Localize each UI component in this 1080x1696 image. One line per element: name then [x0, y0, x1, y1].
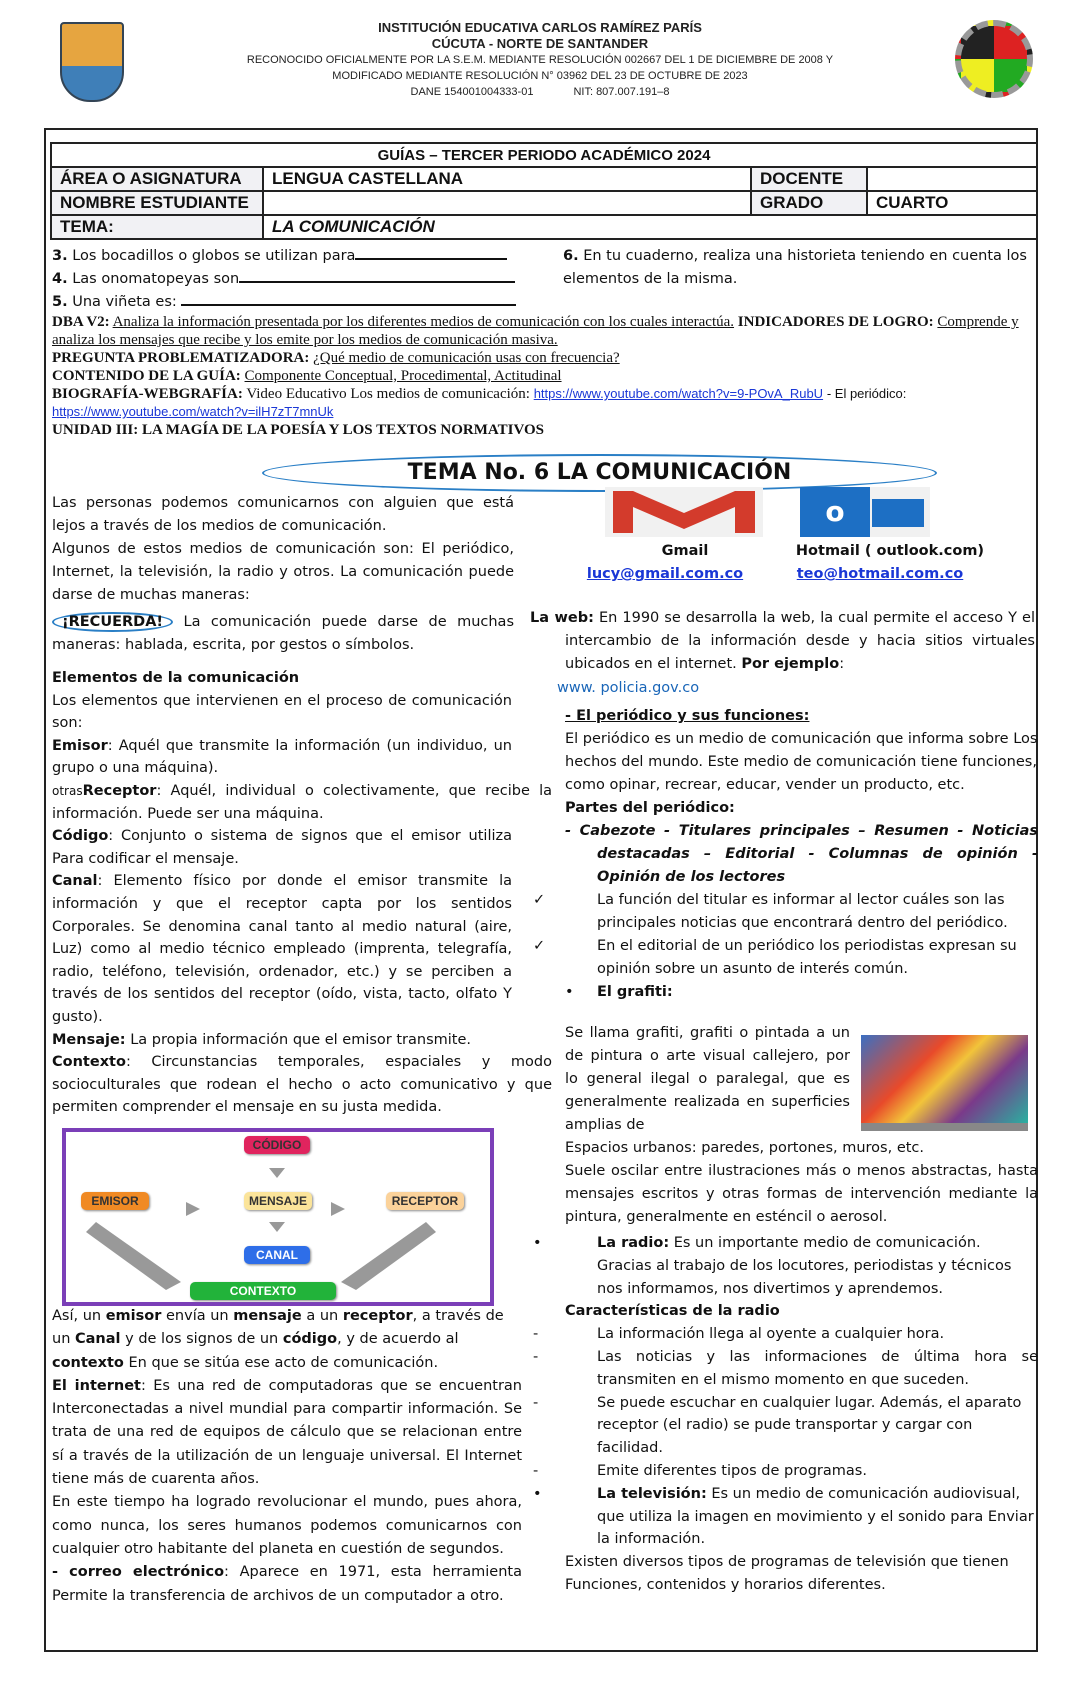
- web-block: [530, 607, 1035, 676]
- modification: MODIFICADO MEDIANTE RESOLUCIÓN N° 03962 DEL 23 DE OCTUBRE DE 2023: [332, 70, 748, 82]
- bibliography-text-2: - El periódico:: [826, 386, 907, 401]
- dba-text: Analiza la información presentada por los diferentes medios de comunicación con los cuales interactúa.: [112, 314, 735, 330]
- diagram-receptor: RECEPTOR: [386, 1192, 464, 1210]
- question-6: [563, 245, 1033, 291]
- receptor-term: Receptor: [82, 782, 157, 799]
- emisor-term: Emisor: [52, 737, 108, 754]
- area-label: ÁREA O ASIGNATURA: [51, 167, 263, 191]
- diagram-canal: CANAL: [244, 1246, 310, 1264]
- text: Así, un: [52, 1308, 106, 1324]
- radio-feature: Emite diferentes tipos de programas.: [597, 1462, 867, 1479]
- question-label: PREGUNTA PROBLEMATIZADORA:: [52, 350, 310, 366]
- diagram-contexto: CONTEXTO: [190, 1282, 336, 1300]
- radio-term: La radio:: [597, 1235, 670, 1251]
- diagram-codigo: CÓDIGO: [244, 1136, 310, 1154]
- bold-term: mensaje: [233, 1308, 302, 1324]
- bibliography-label: BIOGRAFÍA-WEBGRAFÍA:: [52, 386, 243, 402]
- recognition: RECONOCIDO OFICIALMENTE POR LA S.E.M. MEDIANTE RESOLUCIÓN 002667 DEL 1 DE DICIEMBRE DE 2008 Y: [246, 54, 834, 66]
- canal-def: : Elemento físico por donde el emisor transmite la información y que el receptor capta por los sentidos Corporales. Se denomina canal tanto al medio natural (aire, Luz) como al medio técnico empleado (imprenta, telegrafía, radio, teléfono, televisión, ordenador, etc.) y se perciben a través de los sentidos del receptor (oído, vista, tacto, olfato Y gusto).: [52, 873, 512, 1025]
- tv-term: La televisión:: [597, 1485, 707, 1502]
- content-label: CONTENIDO DE LA GUÍA:: [52, 368, 241, 384]
- elements-title: Elementos de la comunicación: [52, 670, 300, 686]
- gmail-icon: [605, 487, 763, 537]
- bold-term: contexto: [52, 1354, 124, 1371]
- dash-icon: -: [533, 1462, 539, 1479]
- docente-field[interactable]: [867, 167, 1037, 191]
- bullet-icon: •: [565, 984, 574, 1000]
- dash-icon: -: [533, 1348, 539, 1365]
- outlook-icon: o: [800, 487, 930, 537]
- newspaper-title: - El periódico y sus funciones:: [565, 708, 810, 724]
- question-text: ¿Qué medio de comunicación usas con frecuencia?: [313, 350, 620, 366]
- dane: DANE 154001004333-01: [410, 86, 534, 98]
- bullet-icon: •: [533, 1235, 542, 1251]
- mensaje-term: Mensaje:: [52, 1031, 126, 1048]
- tema-label: TEMA:: [51, 215, 263, 239]
- intro-paragraph-1: Las personas podemos comunicarnos con alguien que está lejos a través de los medios de comunicación.: [52, 495, 514, 534]
- radio-feature: Se puede escuchar en cualquier lugar. Además, el aparato receptor (el radio) se pude transportar y cargar con facilidad.: [597, 1394, 1022, 1457]
- codigo-term: Código: [52, 828, 109, 845]
- web-def: En 1990 se desarrolla la web, la cual permite el acceso Y el intercambio de la información desde y hacia sitios virtuales ubicados en el internet.: [565, 610, 1035, 672]
- checkmark-icon: ✓: [533, 938, 546, 954]
- unit-title: UNIDAD III: LA MAGÍA DE LA POESÍA Y LOS TEXTOS NORMATIVOS: [52, 422, 545, 438]
- table-title: GUÍAS – TERCER PERIODO ACADÉMICO 2024: [51, 143, 1037, 167]
- codigo-def: : Conjunto o sistema de signos que el emisor utiliza Para codificar el mensaje.: [52, 828, 512, 867]
- student-field[interactable]: [263, 191, 751, 215]
- text: envía un: [161, 1308, 234, 1324]
- intro-paragraph-2: Algunos de estos medios de comunicación son: El periódico, Internet, la televisión, la radio y otros. La comunicación puede darse de muchas maneras:: [52, 541, 514, 603]
- communication-diagram: [62, 1128, 494, 1306]
- internet-paragraph-2: En este tiempo ha logrado revolucionar el mundo, pues ahora, como nunca, los seres humanos podemos comunicarnos con cualquier otro habitante del planeta en cuestión de segundos.: [52, 1494, 522, 1557]
- content-text: Componente Conceptual, Procedimental, Actitudinal: [244, 368, 562, 384]
- recuerda-bubble: ¡RECUERDA!: [52, 612, 173, 632]
- bibliography-text: Video Educativo Los medios de comunicación:: [246, 386, 530, 402]
- lesson-title: TEMA No. 6 LA COMUNICACIÓN: [407, 460, 792, 485]
- newspaper-parts-list: - Cabezote - Titulares principales – Resumen - Noticias destacadas – Editorial - Columnas de opinión - Opinión de los lectores: [565, 823, 1038, 885]
- bold-term: Canal: [75, 1331, 121, 1348]
- web-term: La web:: [530, 610, 594, 626]
- elements-intro: Los elementos que intervienen en el proceso de comunicación son:: [52, 692, 512, 732]
- q5-text: Una viñeta es:: [72, 294, 177, 310]
- text: , a través de un: [52, 1308, 504, 1348]
- internet-def: : Es una red de computadoras que se encuentran Interconectadas a nivel mundial para compartir información. Se trata de una red de equipos de cálculo que se relacionan entre sí a través de la utilización de un lenguaje universal. El Internet tiene más de cuarenta años.: [52, 1377, 522, 1488]
- mensaje-def: La propia información que el emisor transmite.: [125, 1031, 472, 1048]
- intro-block: [52, 492, 514, 657]
- stray-word: otras: [52, 783, 83, 798]
- radio-tv-block: [533, 1232, 1038, 1597]
- bold-term: código: [282, 1331, 338, 1348]
- bullet-icon: •: [533, 1485, 542, 1502]
- q6-text: En tu cuaderno, realiza una historieta teniendo en cuenta los elementos de la misma.: [563, 248, 1027, 287]
- dba-label: DBA V2:: [52, 314, 110, 330]
- graffiti-text: Se llama grafiti, grafiti o pintada a un de pintura o arte visual callejero, por lo general ilegal o paralegal, que es generalmente realizada en superficies amplias de: [565, 1025, 850, 1133]
- gmail-label: Gmail: [661, 543, 709, 559]
- email-term: - correo electrónico: [52, 1564, 225, 1581]
- text: a un: [301, 1308, 343, 1324]
- q3-number: 3.: [52, 248, 68, 264]
- radio-feature: La información llega al oyente a cualquier hora.: [597, 1326, 945, 1343]
- contexto-term: Contexto: [52, 1054, 126, 1071]
- contexto-def: : Circunstancias temporales, espaciales y modo socioculturales que rodean el hecho o acto comunicativo y que permiten comprender el mensaje en su justa medida.: [52, 1054, 552, 1116]
- q4-text: Las onomatopeyas son: [72, 271, 240, 287]
- bold-term: receptor: [342, 1308, 413, 1324]
- hotmail-label: Hotmail ( outlook.com): [795, 543, 985, 559]
- nit: NIT: 807.007.191–8: [573, 86, 670, 98]
- indicators-text: Comprende y analiza los mensajes que recibe y los emite por los medios de comunicación masiva.: [52, 314, 1019, 348]
- student-label: NOMBRE ESTUDIANTE: [51, 191, 263, 215]
- indicators-label: INDICADORES DE LOGRO:: [737, 314, 934, 330]
- guide-metadata: [52, 313, 1032, 439]
- school-city: CÚCUTA - NORTE DE SANTANDER: [431, 36, 649, 51]
- area-value: LENGUA CASTELLANA: [263, 167, 751, 191]
- docente-label: DOCENTE: [751, 167, 867, 191]
- check-item-2: En el editorial de un periódico los periodistas expresan su opinión sobre un asunto de interés común.: [597, 938, 1017, 977]
- newspaper-parts-title: Partes del periódico:: [565, 800, 735, 816]
- graffiti-text-2: Espacios urbanos: paredes, portones, muros, etc.: [565, 1140, 925, 1156]
- diagram-arrows: [66, 1132, 490, 1302]
- police-website-link[interactable]: www. policia.gov.co: [557, 680, 700, 696]
- radio-features-title: Características de la radio: [565, 1303, 780, 1320]
- diagram-mensaje: MENSAJE: [244, 1192, 312, 1210]
- diagram-emisor: EMISOR: [81, 1192, 149, 1210]
- questions-left: [52, 245, 532, 314]
- grado-value: CUARTO: [867, 191, 1037, 215]
- q3-answer-blank[interactable]: [355, 246, 507, 260]
- colon: :: [839, 656, 845, 672]
- email-def: : Aparece en 1971, esta herramienta Permite la transferencia de archivos de un computador a otro.: [52, 1564, 522, 1604]
- radio-def: Es un importante medio de comunicación. Gracias al trabajo de los locutores, periodistas y técnicos nos informamos, nos divertimos y aprendemos.: [597, 1235, 1012, 1297]
- q4-number: 4.: [52, 271, 68, 287]
- graffiti-more: [565, 1137, 1038, 1229]
- radio-feature: Las noticias y las informaciones de última hora se transmiten en el mismo momento en que suceden.: [597, 1348, 1038, 1388]
- gmail-address-link[interactable]: lucy@gmail.com.co: [586, 566, 744, 582]
- bold-term: emisor: [105, 1308, 162, 1324]
- q4-answer-blank[interactable]: [239, 269, 515, 283]
- q6-number: 6.: [563, 248, 579, 264]
- info-table: [50, 142, 1038, 240]
- school-name: INSTITUCIÓN EDUCATIVA CARLOS RAMÍREZ PARÍS: [378, 20, 702, 35]
- q3-text: Los bocadillos o globos se utilizan para: [72, 248, 356, 264]
- tv-def: Es un medio de comunicación audiovisual, que utiliza la imagen en movimiento y el sonido para Enviar la información.: [597, 1485, 1034, 1548]
- graffiti-term: El grafiti:: [597, 984, 673, 1000]
- elements-block: [52, 667, 552, 1119]
- grado-label: GRADO: [751, 191, 867, 215]
- example-label: Por ejemplo: [741, 656, 840, 672]
- text: , y de acuerdo al: [337, 1331, 459, 1348]
- tv-paragraph: Existen diversos tipos de programas de televisión que tienen Funciones, contenidos y horarios diferentes.: [565, 1554, 1009, 1593]
- graffiti-mural-image: [861, 1035, 1028, 1131]
- q5-number: 5.: [52, 294, 68, 310]
- newspaper-block: [533, 705, 1038, 1004]
- video-link-1[interactable]: https://www.youtube.com/watch?v=9-POvA_RubU: [533, 386, 824, 401]
- dash-icon: -: [533, 1326, 539, 1343]
- internet-term: El internet: [52, 1377, 141, 1394]
- tema-value: LA COMUNICACIÓN: [263, 215, 1037, 239]
- internet-block: [52, 1305, 522, 1608]
- recuerda-text: La comunicación puede darse de muchas maneras: hablada, escrita, por gestos o símbolos.: [52, 614, 514, 653]
- canal-term: Canal: [52, 873, 98, 890]
- checkmark-icon: ✓: [533, 892, 546, 908]
- receptor-def: : Aquél, individual o colectivamente, que recibe la información. Puede ser una máquina.: [52, 782, 552, 822]
- newspaper-text: El periódico es un medio de comunicación que informa sobre Los hechos del mundo. Este medio de comunicación tiene funciones, como opinar, recrear, educar, vender un producto, etc.: [565, 731, 1038, 793]
- hotmail-address-link[interactable]: teo@hotmail.com.co: [796, 566, 964, 582]
- dash-icon: -: [533, 1394, 539, 1411]
- text: En que se sitúa ese acto de comunicación.: [123, 1354, 439, 1371]
- check-item-1: La función del titular es informar al lector cuáles son las principales noticias que encontrará dentro del periódico.: [597, 892, 1008, 931]
- school-header: [0, 20, 1080, 100]
- video-link-2[interactable]: https://www.youtube.com/watch?v=ilH7zT7mnUk: [52, 404, 334, 419]
- emisor-def: : Aquél que transmite la información (un individuo, un grupo o una máquina).: [52, 737, 512, 777]
- graffiti-text-3: Suele oscilar entre ilustraciones más o menos abstractas, hasta mensajes escritos y otras formas de intervención mediante la pintura, generalmente en esténcil o aerosol.: [565, 1163, 1038, 1225]
- text: y de los signos de un: [120, 1331, 283, 1348]
- q5-answer-blank[interactable]: [181, 292, 516, 306]
- ids: [0, 84, 1080, 100]
